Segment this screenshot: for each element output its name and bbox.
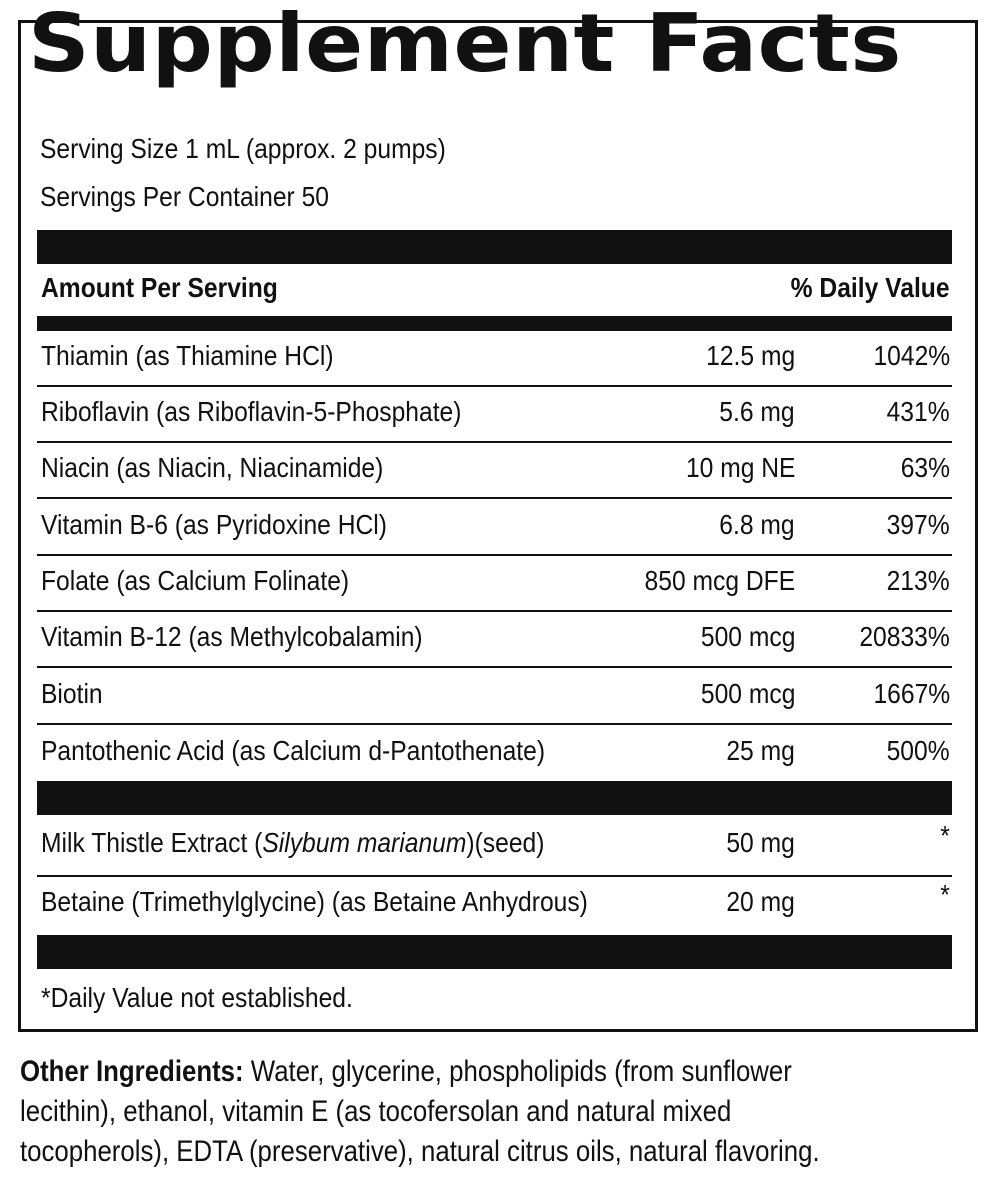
other-ingredients-line: lecithin), ethanol, vitamin E (as tocofersolan and natural mixed — [20, 1095, 732, 1128]
nutrient-name: Biotin — [41, 678, 103, 709]
nutrient-daily-value: 500% — [886, 735, 950, 766]
nutrient-amount: 12.5 mg — [705, 340, 795, 371]
nutrient-daily-value: 1667% — [873, 678, 950, 709]
nutrient-daily-value: * — [940, 879, 950, 910]
latin-name: Silybum marianum — [262, 827, 467, 858]
nutrient-name: Vitamin B-6 (as Pyridoxine HCl) — [41, 509, 387, 540]
row-divider — [37, 666, 952, 668]
row-divider — [37, 875, 952, 877]
other-ingredients — [20, 1052, 957, 1172]
nutrient-amount: 10 mg NE — [685, 452, 795, 483]
other-ingredients-line: tocopherols), EDTA (preservative), natural citrus oils, natural flavoring. — [20, 1135, 820, 1168]
nutrient-daily-value: 397% — [886, 509, 950, 540]
row-divider — [37, 723, 952, 725]
nutrient-amount: 850 mcg DFE — [644, 565, 795, 596]
servings-per-container: Servings Per Container 50 — [40, 181, 329, 212]
nutrient-name: Milk Thistle Extract (Silybum marianum)(seed) — [41, 827, 545, 858]
nutrient-name: Riboflavin (as Riboflavin-5-Phosphate) — [41, 396, 462, 427]
nutrient-daily-value: 1042% — [873, 340, 950, 371]
nutrient-amount: 25 mg — [726, 735, 795, 766]
nutrient-name: Niacin (as Niacin, Niacinamide) — [41, 452, 384, 483]
row-divider — [37, 441, 952, 443]
row-divider — [37, 385, 952, 387]
nutrient-name: Pantothenic Acid (as Calcium d-Pantothenate) — [41, 735, 546, 766]
thick-divider-bottom — [37, 935, 952, 969]
thick-divider-middle — [37, 781, 952, 815]
panel-title: Supplement Facts — [28, 0, 902, 90]
footnote: *Daily Value not established. — [41, 982, 353, 1013]
daily-value-header: % Daily Value — [791, 272, 950, 303]
row-divider — [37, 554, 952, 556]
row-divider — [37, 610, 952, 612]
nutrient-daily-value: 213% — [886, 565, 950, 596]
nutrient-name: Thiamin (as Thiamine HCl) — [41, 340, 334, 371]
nutrient-amount: 5.6 mg — [719, 396, 795, 427]
other-ingredients-label: Other Ingredients: — [20, 1055, 244, 1088]
nutrient-name: Vitamin B-12 (as Methylcobalamin) — [41, 621, 423, 652]
nutrient-daily-value: 63% — [900, 452, 950, 483]
amount-per-serving-header: Amount Per Serving — [41, 272, 278, 303]
nutrient-amount: 500 mcg — [700, 621, 795, 652]
other-ingredients-line: Other Ingredients: Water, glycerine, phospholipids (from sunflower — [20, 1055, 792, 1088]
medium-divider — [37, 316, 952, 331]
nutrient-daily-value: * — [940, 820, 950, 851]
nutrient-amount: 6.8 mg — [719, 509, 795, 540]
nutrient-name: Folate (as Calcium Folinate) — [41, 565, 350, 596]
nutrient-amount: 500 mcg — [700, 678, 795, 709]
nutrient-daily-value: 20833% — [859, 621, 950, 652]
nutrient-daily-value: 431% — [886, 396, 950, 427]
nutrient-amount: 50 mg — [726, 827, 795, 858]
thick-divider-top — [37, 230, 952, 264]
nutrient-amount: 20 mg — [726, 886, 795, 917]
nutrient-name: Betaine (Trimethylglycine) (as Betaine Anhydrous) — [41, 886, 588, 917]
row-divider — [37, 497, 952, 499]
serving-size: Serving Size 1 mL (approx. 2 pumps) — [40, 133, 446, 164]
